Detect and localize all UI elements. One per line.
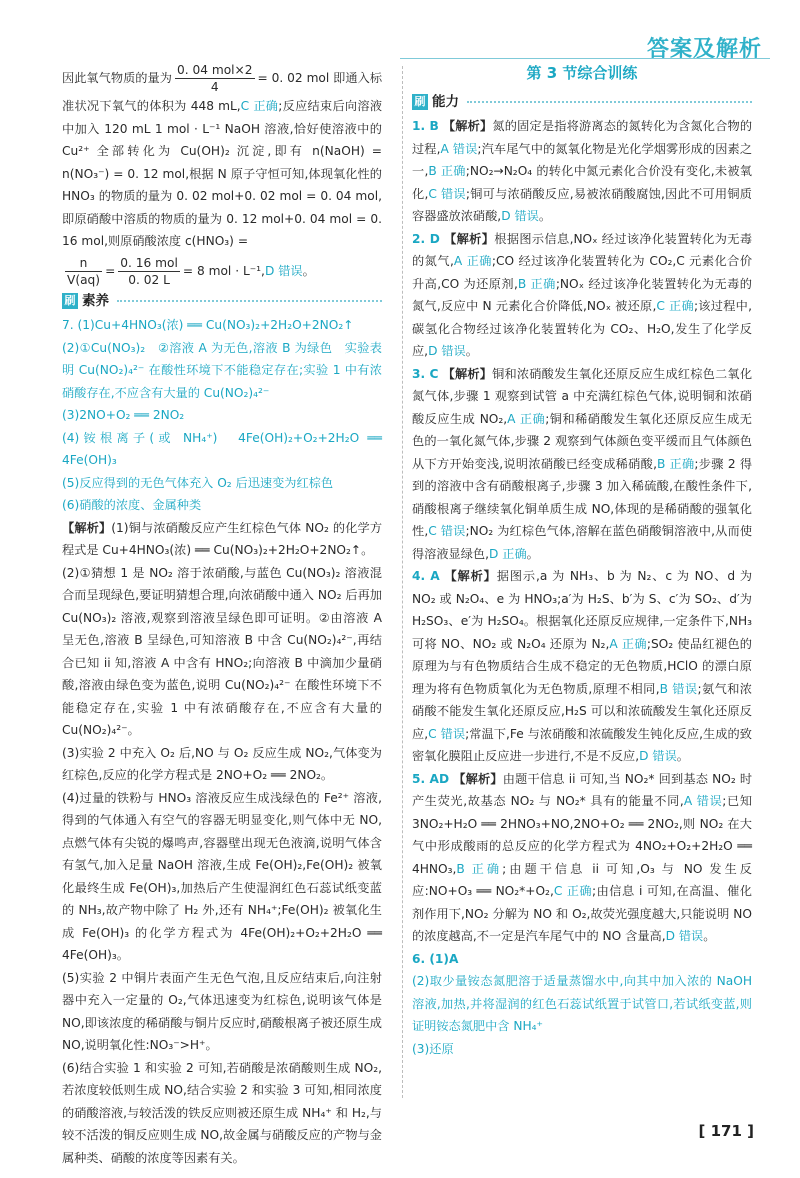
section-title: 第 3 节综合训练 [526, 64, 638, 82]
fraction: $\frac{\text{0. 04 mol×2}}{4}$ [176, 63, 253, 94]
brush-icon: 刷 [62, 293, 78, 309]
left-paragraph-1: 因此氧气物质的量为 $\frac{\text{0. 04 mol×2}}{4}$ = 0. 02 mol 即通入标准状况下氧气的体积为 448 mL,C 正确;反应结束后向溶液中加入 120 mL 1 mol · L⁻¹ NaOH 溶液,恰好使溶液中的 Cu²⁺ 全部转化为 Cu(OH)₂ 沉淀,即有 n(NaOH) = n(NO₃⁻) = 0. 12 mol,根据 N 原子守恒可知,体现氧化性的 HNO₃ 的物质的量为 0. 02 mol+0. 02 mol = 0. 04 mol,即原硝酸中溶质的物质的量为 0. 12 mol+0. 04 mol = 0. 16 mol,则原硝酸浓度 c(HNO₃) = [62, 63, 383, 248]
q7-answer-2: (2)①Cu(NO₃)₂ ②溶液 A 为无色,溶液 B 为绿色 实验表明 Cu(NO₂)₄²⁻ 在酸性环境下不能稳定存在;实验 1 中有浓硝酸存在,不应含有大量的 Cu(NO₂)₄²⁻ [62, 340, 382, 400]
q7-explanation-5: (5)实验 2 中铜片表面产生无色气泡,且反应结束后,向注射器中充入一定量的 O₂,气体迅速变为红棕色,说明该气体是 NO,即该浓度的稀硝酸与铜片反应时,硝酸根离子被还原生成 NO,说明氧化性:NO₃⁻>H⁺。 [62, 970, 382, 1052]
q7-explanation-3: (3)实验 2 中充入 O₂ 后,NO 与 O₂ 反应生成 NO₂,气体变为红棕色,反应的化学方程式是 2NO+O₂ ══ 2NO₂。 [62, 745, 382, 782]
q3: 3. C 【解析】铜和浓硝酸发生氧化还原反应生成红棕色二氧化氮气体,步骤 1 观察到试管 a 中充满红棕色气体,说明铜和浓硝酸反应生成 NO₂,A 正确;铜和稀硝酸发生氧化还原反应生成无色的一氧化氮气体,步骤 2 观察到气体颜色变平缓而且气体颜色从下方开始变浅,说明浓硝酸已经变成稀硝酸,B 正确;步骤 2 得到的溶液中含有硝酸根离子,步骤 3 加入稀硫酸,在酸性条件下,硝酸根离子继续氧化铜单质生成 NO,体现的是稀硝酸的强氧化性,C 错误;NO₂ 为红棕色气体,溶解在蓝色硝酸铜溶液中,从而使得溶液显绿色,D 正确。 [412, 366, 753, 561]
q7-explanation-2: (2)①猜想 1 是 NO₂ 溶于浓硝酸,与蓝色 Cu(NO₃)₂ 溶液混合而呈现绿色,要证明猜想合理,向浓硝酸中通入 NO₂ 后再加 Cu(NO₃)₂ 溶液,观察到溶液呈绿色即可证明。②由溶液 A 呈无色,溶液 B 呈绿色,可知溶液 B 中含 Cu(NO₂)₄²⁻,再结合已知 ii 知,溶液 A 中含有 HNO₂;向溶液 B 中滴加少量硝酸,溶液由绿色变为蓝色,说明 Cu(NO₂)₄²⁻ 在酸性环境下不能稳定存在,实验 1 中有浓硝酸存在,不应含有大量的 Cu(NO₂)₄²⁻。 [62, 565, 382, 737]
q7-answer-6: (6)硝酸的浓度、金属种类 [62, 498, 202, 512]
q7-explanation-1: 【解析】(1)铜与浓硝酸反应产生红棕色气体 NO₂ 的化学方程式是 Cu+4HNO₃(浓) ══ Cu(NO₃)₂+2H₂O+2NO₂↑。 [62, 520, 383, 557]
q6-answer-2: (2)取少量铵态氮肥溶于适量蒸馏水中,向其中加入浓的 NaOH 溶液,加热,并将湿润的红色石蕊试纸置于试管口,若试纸变蓝,则证明铵态氮肥中含 NH₄⁺ [412, 974, 752, 1033]
header-title: 答案及解析 [646, 37, 762, 62]
left-paragraph-1b: $\frac{n}{V(aq)}$ = $\frac{\text{0. 16 mol}}{0. 02 L}$ = 8 mol · L⁻¹,D 错误。 [67, 255, 315, 287]
q4: 4. A 【解析】据图示,a 为 NH₃、b 为 N₂、c 为 NO、d 为 NO₂ 或 N₂O₄、e 为 HNO₃;a′为 H₂S、b′为 S、c′为 SO₂、d′为 H₂SO₃、e′为 H₂SO₄。根据氧化还原反应规律,一定条件下,NH₃ 可将 NO、NO₂ 或 N₂O₄ 还原为 N₂,A 正确;SO₂ 使品红褪色的原理为与有色物质结合生成不稳定的无色物质,HClO 的漂白原理为将有色物质氧化为无色物质,原理不相同,B 错误;氨气和浓硝酸不能发生氧化还原反应,H₂S 可以和浓硫酸发生氧化还原反应,C 错误;常温下,Fe 与浓硝酸和浓硫酸发生钝化反应,生成的致密氧化膜阻止反应进一步进行,不是不反应,D 错误。 [412, 569, 753, 763]
q7-answer-1: 7. (1)Cu+4HNO₃(浓) ══ Cu(NO₃)₂+2H₂O+2NO₂↑ [62, 318, 354, 332]
page-number: [ 171 ] [698, 1122, 754, 1140]
section-suyang: 刷 素养 [62, 290, 382, 313]
q2: 2. D 【解析】根据图示信息,NOₓ 经过该净化装置转化为无毒的氮气,A 正确;CO 经过该净化装置转化为 CO₂,C 元素化合价升高,CO 为还原剂,B 正确;NOₓ 经过该净化装置转化为无毒的氮气,反应中 N 元素化合价降低,NOₓ 被还原,C 正确;该过程中,碳氢化合物经过该净化装置转化为 CO₂、H₂O,发生了化学反应,D 错误。 [412, 231, 753, 358]
q7-explanation-4: (4)过量的铁粉与 HNO₃ 溶液反应生成浅绿色的 Fe²⁺ 溶液,得到的气体通入有空气的容器无明显变化,则气体中无 NO,点燃气体有尖锐的爆鸣声,容器壁出现无色液滴,说明气体含有氢气,加入足量 NaOH 溶液,生成 Fe(OH)₂,Fe(OH)₂ 被氧化最终生成 Fe(OH)₃,加热后产生使湿润红色石蕊试纸变蓝的 NH₃,故产物中除了 H₂ 外,还有 NH₄⁺;Fe(OH)₂ 被氧化生成 Fe(OH)₃ 的化学方程式为 4Fe(OH)₂+O₂+2H₂O ══ 4Fe(OH)₃。 [62, 790, 382, 962]
q6-answer-3: (3)还原 [412, 1041, 454, 1056]
left-column [62, 62, 382, 1169]
brush-icon: 刷 [412, 94, 428, 110]
fraction: $\frac{\text{0. 16 mol}}{0. 02 L}$ [120, 255, 178, 287]
q7-answer-5: (5)反应得到的无色气体充入 O₂ 后迅速变为红棕色 [62, 475, 334, 490]
q7-answer-3: (3)2NO+O₂ ══ 2NO₂ [62, 408, 185, 422]
header-rule [400, 58, 770, 59]
q6-answer-1: 6. (1)A [412, 951, 459, 966]
q7-answer-4: (4)铵根离子(或 NH₄⁺) 4Fe(OH)₂+O₂+2H₂O ══ 4Fe(OH)₃ [62, 430, 382, 467]
q1: 1. B 【解析】氮的固定是指将游离态的氮转化为含氮化合物的过程,A 错误;汽车尾气中的氮氧化物是光化学烟雾形成的因素之一,B 正确;NO₂→N₂O₄ 的转化中氮元素化合价没有变化,未被氧化,C 错误;铜可与浓硝酸反应,易被浓硝酸腐蚀,因此不可用铜质容器盛放浓硝酸,D 错误。 [412, 119, 753, 223]
q5: 5. AD 【解析】由题干信息 ii 可知,当 NO₂* 回到基态 NO₂ 时产生荧光,故基态 NO₂ 与 NO₂* 具有的能量不同,A 错误;已知 3NO₂+H₂O ══ 2HNO₃+NO,2NO+O₂ ══ 2NO₂,则 NO₂ 在大气中形成酸雨的总反应的化学方程式为 4NO₂+O₂+2H₂O ══ 4HNO₃,B 正确;由题干信息 ii 可知,O₃ 与 NO 发生反应:NO+O₃ ══ NO₂*+O₂,C 正确;由信息 i 可知,在高温、催化剂作用下,NO₂ 分解为 NO 和 O₂,故荧光强度越大,只能说明 NO 的浓度越高,不一定是汽车尾气中的 NO 含量高,D 错误。 [412, 771, 753, 943]
section-nengli: 刷 能力 [412, 91, 752, 114]
right-column [412, 62, 752, 1060]
fraction: $\frac{n}{V(aq)}$ [67, 255, 101, 287]
q7-explanation-6: (6)结合实验 1 和实验 2 可知,若硝酸是浓硝酸则生成 NO₂,若浓度较低则生成 NO,结合实验 2 和实验 3 可知,相同浓度的硝酸溶液,与较活泼的铁反应则被还原生成 NH₄⁺ 和 H₂,与较不活泼的铜反应则生成 NO,故金属与硝酸反应的产物与金属种类、硝酸的浓度等因素有关。 [62, 1060, 382, 1165]
column-divider [402, 66, 403, 1098]
